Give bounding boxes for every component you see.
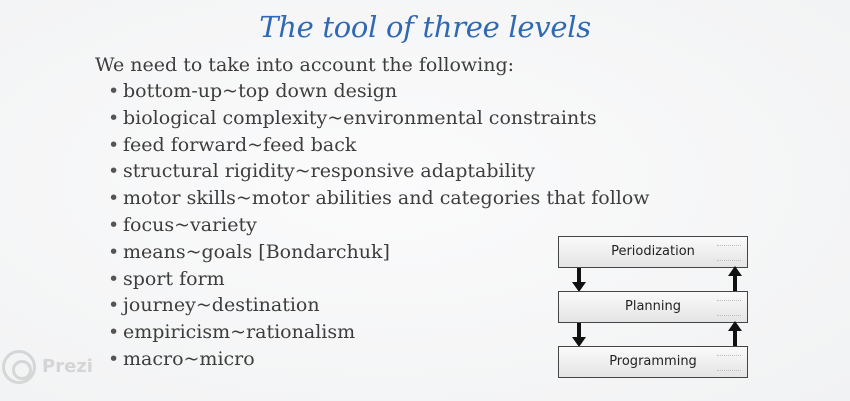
level-planning-box	[558, 291, 748, 323]
intro-text: We need to take into account the following:	[95, 54, 515, 76]
list-item	[108, 78, 650, 105]
list-item-text: empiricism~rationalism	[123, 321, 356, 344]
prezi-logo-icon	[2, 350, 36, 384]
list-item	[108, 132, 650, 159]
bullet-icon: •	[108, 294, 120, 317]
list-item-text: sport form	[123, 267, 225, 290]
list-item	[108, 158, 650, 185]
level-programming-box	[558, 346, 748, 378]
bullet-icon: •	[108, 240, 120, 263]
bullet-icon: •	[108, 106, 120, 129]
three-levels-diagram	[556, 228, 750, 380]
list-item-text: structural rigidity~responsive adaptability	[123, 160, 536, 183]
bullet-icon: •	[108, 267, 120, 290]
list-item-text: feed forward~feed back	[123, 133, 357, 156]
bullet-icon: •	[108, 213, 120, 236]
list-item-text: means~goals [Bondarchuk]	[123, 240, 390, 263]
list-item	[108, 105, 650, 132]
bullet-icon: •	[108, 321, 120, 344]
bullet-icon: •	[108, 133, 120, 156]
level-label: Periodization	[611, 244, 695, 259]
list-item-text: bottom-up~top down design	[123, 80, 398, 102]
notes-decoration	[717, 355, 741, 371]
list-item	[108, 185, 650, 212]
bullet-icon: •	[108, 80, 120, 102]
level-label: Programming	[609, 354, 697, 369]
bullet-icon: •	[108, 187, 120, 210]
level-label: Planning	[625, 299, 681, 314]
list-item-text: motor skills~motor abilities and categories that follow	[123, 187, 650, 210]
slide-title: The tool of three levels	[259, 10, 591, 44]
list-item-text: journey~destination	[123, 294, 320, 317]
notes-decoration	[717, 300, 741, 316]
prezi-wordmark: Prezi	[42, 356, 93, 377]
bullet-icon: •	[108, 160, 120, 183]
list-item-text: biological complexity~environmental constraints	[123, 106, 597, 129]
bullet-icon: •	[108, 347, 120, 370]
notes-decoration	[717, 245, 741, 261]
list-item-text: macro~micro	[123, 347, 255, 370]
list-item-text: focus~variety	[123, 213, 257, 236]
level-periodization-box	[558, 236, 748, 268]
arrow-up-icon	[728, 266, 742, 292]
arrow-up-icon	[728, 321, 742, 347]
